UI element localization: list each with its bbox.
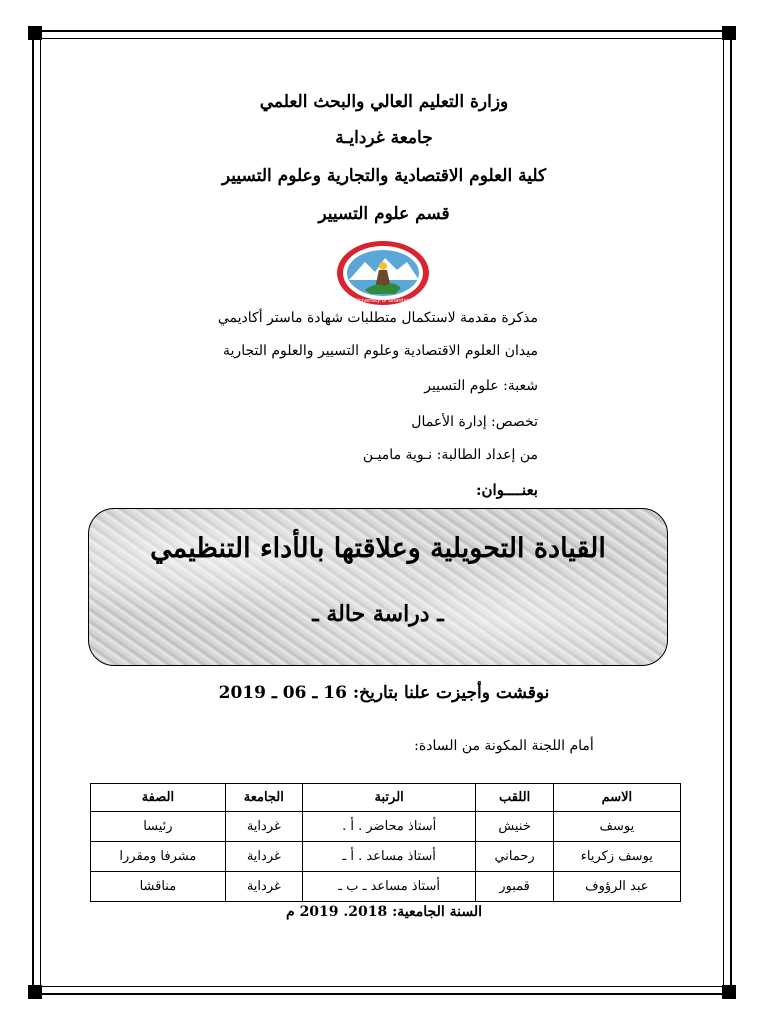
branch-line: شعبة: علوم التسيير: [424, 378, 538, 394]
defense-date: نوقشت وأجيزت علنا بتاريخ: 16 ـ 06 ـ 2019: [218, 683, 550, 703]
col-name: الاسم: [553, 784, 680, 812]
table-row: [91, 812, 681, 842]
student-line: من إعداد الطالبة: نـوية ماميـن: [362, 447, 538, 463]
cell-role: مناقشا: [91, 872, 226, 902]
cell-name: يوسف زكرياء: [553, 842, 680, 872]
cell-role: رئيسا: [91, 812, 226, 842]
department-heading: قسم علوم التسيير: [318, 204, 450, 224]
cell-name: عبد الرؤوف: [553, 872, 680, 902]
col-surname: اللقب: [476, 784, 553, 812]
memo-statement: مذكرة مقدمة لاستكمال متطلبات شهادة ماستر أكاديمي: [217, 310, 538, 326]
cell-university: غرداية: [225, 812, 302, 842]
cell-surname: خنيش: [476, 812, 553, 842]
corner-ornament: [28, 985, 42, 999]
committee-intro: أمام اللجنة المكونة من السادة:: [414, 738, 594, 754]
corner-ornament: [722, 26, 736, 40]
specialty-line: تخصص: إدارة الأعمال: [411, 414, 538, 430]
col-university: الجامعة: [225, 784, 302, 812]
table-row: [91, 842, 681, 872]
cell-rank: أستاذ محاضر . أ .: [302, 812, 476, 842]
university-heading: جامعة غردايـة: [335, 128, 433, 148]
corner-ornament: [722, 985, 736, 999]
table-row: [91, 872, 681, 902]
cell-rank: أستاذ مساعد ـ ب ـ: [302, 872, 476, 902]
col-role: الصفة: [91, 784, 226, 812]
cell-university: غرداية: [225, 842, 302, 872]
cell-surname: قمبور: [476, 872, 553, 902]
jury-header-row: [91, 784, 681, 812]
field-line: ميدان العلوم الاقتصادية وعلوم التسيير والعلوم التجارية: [223, 343, 538, 359]
faculty-heading: كلية العلوم الاقتصادية والتجارية وعلوم التسيير: [221, 166, 547, 186]
university-logo: [335, 240, 431, 306]
title-label: بعنــــوان:: [476, 481, 538, 499]
title-box: [88, 508, 668, 666]
cell-name: يوسف: [553, 812, 680, 842]
jury-table: [90, 783, 681, 902]
cell-university: غرداية: [225, 872, 302, 902]
cell-role: مشرفا ومقررا: [91, 842, 226, 872]
cell-rank: أستاذ مساعد . أ ـ: [302, 842, 476, 872]
col-rank: الرتبة: [302, 784, 476, 812]
academic-year: السنة الجامعية: 2018. 2019 م: [286, 904, 482, 920]
logo-text: University of Ghardaia: [355, 298, 411, 304]
corner-ornament: [28, 26, 42, 40]
thesis-title: القيادة التحويلية وعلاقتها بالأداء التنظيمي: [150, 533, 606, 564]
ministry-heading: وزارة التعليم العالي والبحث العلمي: [259, 92, 509, 112]
cell-surname: رحماني: [476, 842, 553, 872]
thesis-subtitle: ـ دراسة حالة ـ: [312, 601, 444, 627]
